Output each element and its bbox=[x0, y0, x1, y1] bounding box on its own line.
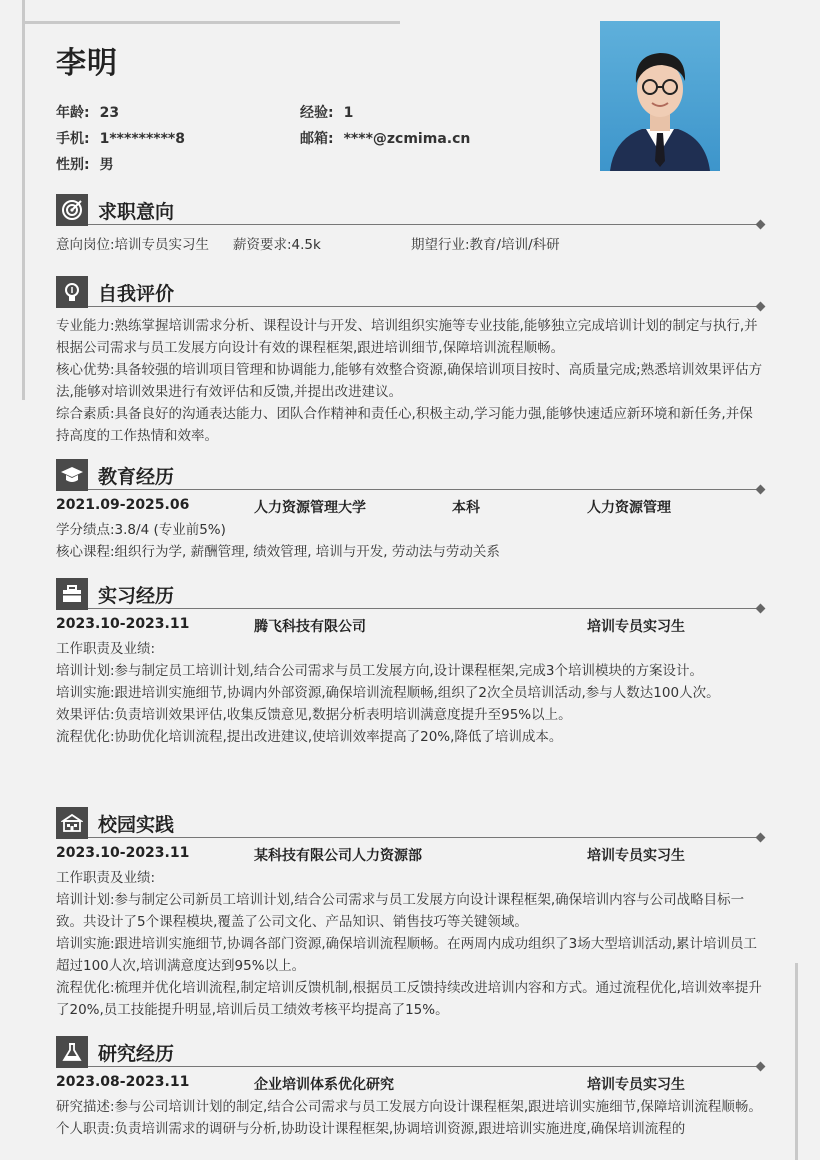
experience-info: 经验: 1 bbox=[300, 105, 354, 121]
candidate-name: 李明 bbox=[56, 46, 118, 81]
target-icon bbox=[56, 194, 88, 226]
research-line: 个人职责:负责培训需求的调研与分析,协助设计课程框架,协调培训资源,跟进培训实施进度,确保培训流程的 bbox=[56, 1121, 686, 1137]
campus-org: 某科技有限公司人力资源部 bbox=[254, 848, 422, 864]
intent-industry: 期望行业:教育/培训/科研 bbox=[411, 237, 560, 253]
lightbulb-icon bbox=[56, 276, 88, 308]
intent-salary: 薪资要求:4.5k bbox=[233, 237, 321, 253]
section-divider-dot bbox=[756, 604, 766, 614]
section-job-intent bbox=[56, 194, 764, 258]
section-title: 教育经历 bbox=[98, 466, 175, 488]
section-divider-dot bbox=[756, 485, 766, 495]
research-role: 培训专员实习生 bbox=[587, 1077, 685, 1093]
profile-photo bbox=[600, 21, 720, 171]
graduation-cap-icon bbox=[56, 459, 88, 491]
flask-icon bbox=[56, 1036, 88, 1068]
internship-role: 培训专员实习生 bbox=[587, 619, 685, 635]
briefcase-icon bbox=[56, 578, 88, 610]
research-project: 企业培训体系优化研究 bbox=[254, 1077, 394, 1093]
campus-line: 工作职责及业绩: bbox=[56, 870, 156, 886]
section-title: 实习经历 bbox=[98, 585, 175, 607]
section-title: 校园实践 bbox=[98, 814, 175, 836]
section-divider-dot bbox=[756, 833, 766, 843]
decorative-right-line bbox=[795, 963, 798, 1160]
section-campus-practice bbox=[56, 807, 764, 1021]
campus-line: 培训实施:跟进培训实施细节,协调各部门资源,确保培训流程顺畅。在两周内成功组织了3场大型培训活动,累计培训员工超过100人次,培训满意度达到95%以上。 bbox=[56, 936, 758, 974]
section-divider-dot bbox=[756, 302, 766, 312]
research-line: 研究描述:参与公司培训计划的制定,结合公司需求与员工发展方向设计课程框架,跟进培训实施细节,保障培训流程顺畅。 bbox=[56, 1099, 762, 1115]
section-divider-dot bbox=[756, 220, 766, 230]
self-eval-line: 核心优势:具备较强的培训项目管理和协调能力,能够有效整合资源,确保培训项目按时、高质量完成;熟悉培训效果评估方法,能够对培训效果进行有效评估和反馈,并提出改进建议。 bbox=[56, 362, 763, 400]
age-info: 年龄: 23 bbox=[56, 105, 120, 121]
section-divider bbox=[88, 224, 760, 225]
gender-info: 性别: 男 bbox=[56, 157, 114, 173]
section-title: 求职意向 bbox=[98, 201, 175, 223]
education-date: 2021.09-2025.06 bbox=[56, 497, 190, 513]
section-education bbox=[56, 459, 764, 563]
section-self-evaluation bbox=[56, 276, 764, 447]
section-divider bbox=[88, 1066, 760, 1067]
school-building-icon bbox=[56, 807, 88, 839]
section-research bbox=[56, 1036, 764, 1140]
section-title: 研究经历 bbox=[98, 1043, 175, 1065]
section-divider bbox=[88, 837, 760, 838]
section-divider bbox=[88, 608, 760, 609]
decorative-vertical-line bbox=[22, 0, 25, 400]
education-degree: 本科 bbox=[452, 500, 480, 516]
education-school: 人力资源管理大学 bbox=[254, 500, 366, 516]
campus-date: 2023.10-2023.11 bbox=[56, 845, 190, 861]
section-divider-dot bbox=[756, 1062, 766, 1072]
internship-company: 腾飞科技有限公司 bbox=[254, 619, 366, 635]
section-title: 自我评价 bbox=[98, 283, 175, 305]
campus-line: 流程优化:梳理并优化培训流程,制定培训反馈机制,根据员工反馈持续改进培训内容和方式。通过流程优化,培训效率提升了20%,员工技能提升明显,培训后员工绩效考核平均提高了15%。 bbox=[56, 980, 762, 1018]
education-major: 人力资源管理 bbox=[587, 500, 671, 516]
internship-line: 效果评估:负责培训效果评估,收集反馈意见,数据分析表明培训满意度提升至95%以上。 bbox=[56, 707, 572, 723]
internship-line: 培训计划:参与制定员工培训计划,结合公司需求与员工发展方向,设计课程框架,完成3个培训模块的方案设计。 bbox=[56, 663, 704, 679]
email-info: 邮箱: ****@zcmima.cn bbox=[300, 131, 471, 147]
internship-line: 工作职责及业绩: bbox=[56, 641, 156, 657]
internship-date: 2023.10-2023.11 bbox=[56, 616, 190, 632]
self-eval-line: 综合素质:具备良好的沟通表达能力、团队合作精神和责任心,积极主动,学习能力强,能够快速适应新环境和新任务,并保持高度的工作热情和效率。 bbox=[56, 406, 753, 444]
self-eval-line: 专业能力:熟练掌握培训需求分析、课程设计与开发、培训组织实施等专业技能,能够独立完成培训计划的制定与执行,并根据公司需求与员工发展方向设计有效的课程框架,跟进培训细节,保障培训流程顺畅。 bbox=[56, 318, 758, 356]
section-internship bbox=[56, 578, 764, 748]
campus-role: 培训专员实习生 bbox=[587, 848, 685, 864]
section-divider bbox=[88, 489, 760, 490]
section-divider bbox=[88, 306, 760, 307]
education-line: 学分绩点:3.8/4 (专业前5%) bbox=[56, 522, 226, 538]
internship-line: 流程优化:协助优化培训流程,提出改进建议,使培训效率提高了20%,降低了培训成本。 bbox=[56, 729, 563, 745]
education-line: 核心课程:组织行为学, 薪酬管理, 绩效管理, 培训与开发, 劳动法与劳动关系 bbox=[56, 544, 500, 560]
research-date: 2023.08-2023.11 bbox=[56, 1074, 190, 1090]
decorative-horizontal-line bbox=[22, 21, 400, 24]
campus-line: 培训计划:参与制定公司新员工培训计划,结合公司需求与员工发展方向设计课程框架,确保培训内容与公司战略目标一致。共设计了5个课程模块,覆盖了公司文化、产品知识、销售技巧等关键领域。 bbox=[56, 892, 745, 930]
intent-position: 意向岗位:培训专员实习生 bbox=[56, 237, 210, 253]
phone-info: 手机: 1*********8 bbox=[56, 131, 185, 147]
internship-line: 培训实施:跟进培训实施细节,协调内外部资源,确保培训流程顺畅,组织了2次全员培训活动,参与人数达100人次。 bbox=[56, 685, 720, 701]
